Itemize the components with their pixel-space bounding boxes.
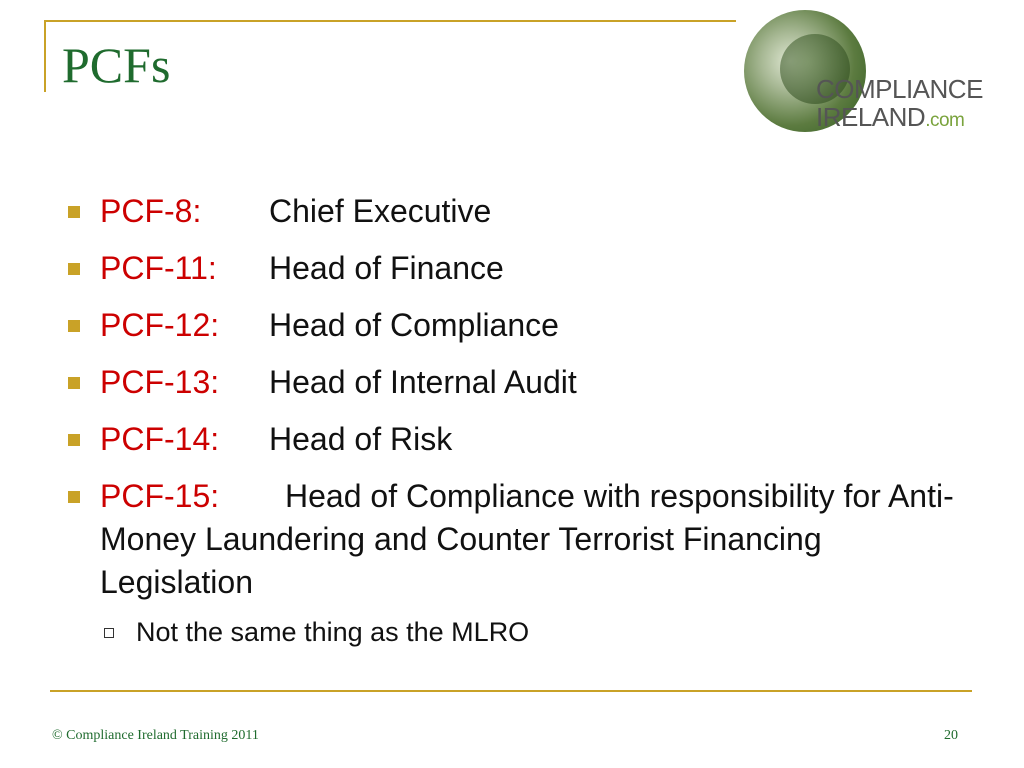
pcf-role: Head of Internal Audit [269,364,577,400]
logo-line1: COMPLIANCE [816,74,983,104]
page-number: 20 [944,728,958,743]
slide-title: PCFs [62,37,171,93]
list-item [62,361,962,404]
footer-rule [50,690,972,692]
pcf-role: Chief Executive [269,193,492,229]
square-bullet-icon [68,491,80,503]
pcf-code: PCF-11: [100,250,217,286]
title-frame-top-rule [44,20,736,22]
pcf-code: PCF-12: [100,307,220,343]
pcf-role: Head of Compliance [269,307,559,343]
sub-list-item [62,614,962,650]
pcf-role: Head of Risk [269,421,453,457]
pcf-role: Head of Finance [269,250,504,286]
compliance-ireland-logo [744,6,1012,136]
logo-suffix: .com [925,110,965,131]
pcf-code: PCF-14: [100,421,220,457]
square-bullet-icon [68,434,80,446]
logo-line2: IRELAND [816,102,926,132]
hollow-square-bullet-icon [104,628,114,638]
square-bullet-icon [68,320,80,332]
square-bullet-icon [68,263,80,275]
pcf-role: Head of Compliance with responsibility for Anti-Money Laundering and Counter Terrorist Financing Legislation [100,478,954,600]
list-item [62,418,962,461]
square-bullet-icon [68,206,80,218]
pcf-code: PCF-8: [100,193,202,229]
logo-line2-wrap [816,104,964,130]
footer-copyright: © Compliance Ireland Training 2011 [52,728,259,743]
list-item [62,475,962,604]
pcf-code: PCF-15: [100,478,220,514]
sub-bullet-text: Not the same thing as the MLRO [136,617,530,647]
pcf-code: PCF-13: [100,364,220,400]
list-item [62,304,962,347]
square-bullet-icon [68,377,80,389]
bullet-list [62,190,962,650]
list-item [62,247,962,290]
list-item [62,190,962,233]
title-frame-left-rule [44,20,46,92]
